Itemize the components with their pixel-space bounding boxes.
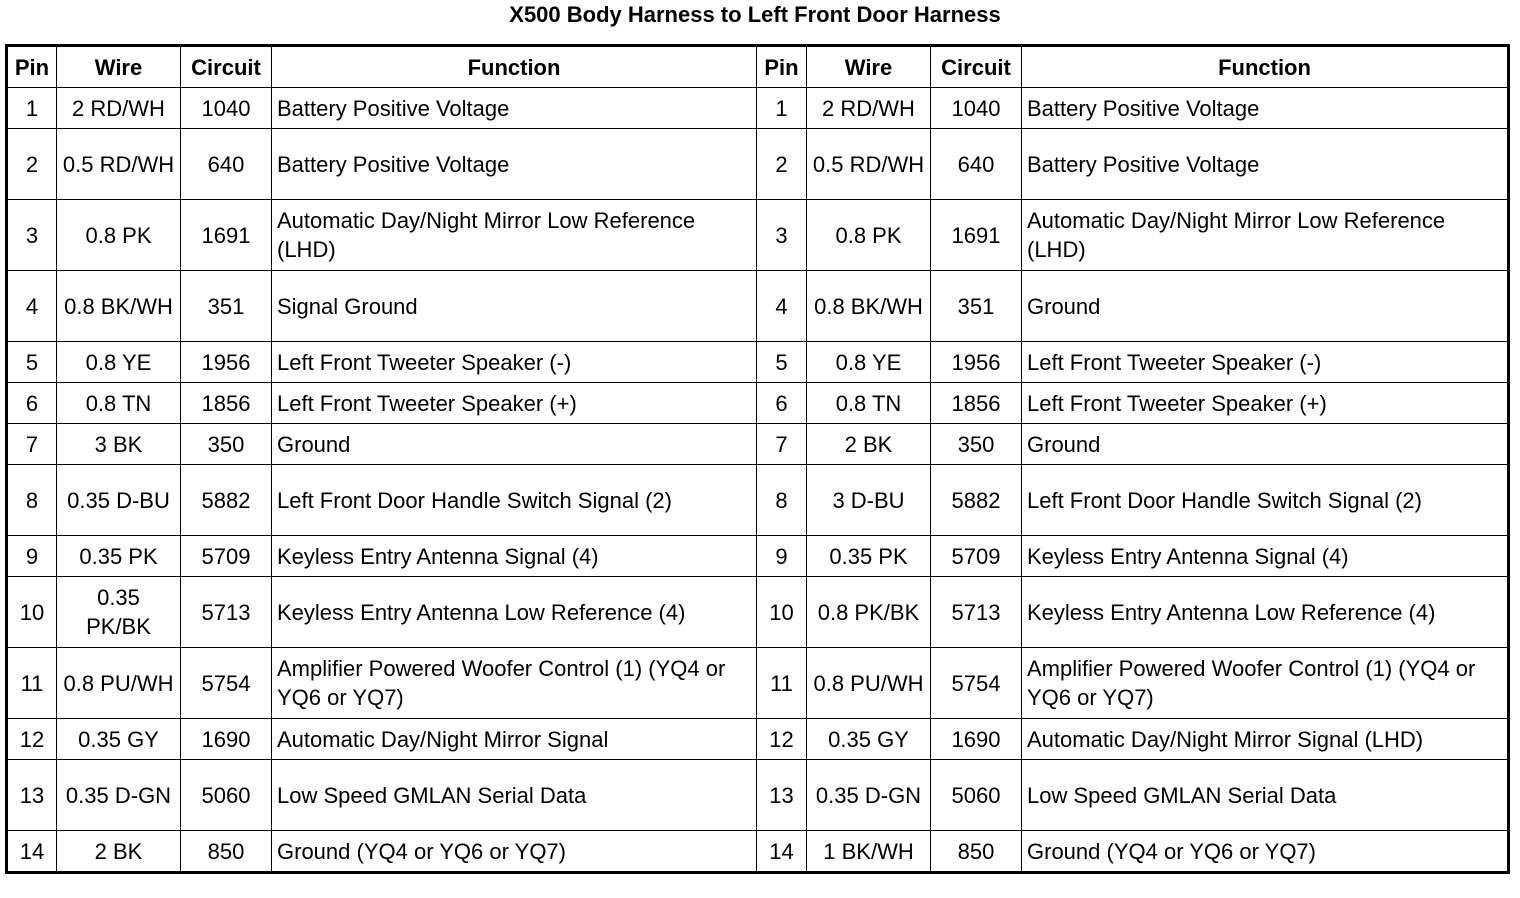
right-pin-cell: 10 xyxy=(757,577,807,648)
right-function-cell: Ground xyxy=(1022,271,1509,342)
header-function-right: Function xyxy=(1022,46,1509,88)
left-wire-cell: 0.35 PK xyxy=(57,536,181,577)
table-row xyxy=(7,760,1509,831)
header-function-left: Function xyxy=(272,46,757,88)
right-pin-cell: 7 xyxy=(757,424,807,465)
right-function-cell: Left Front Tweeter Speaker (+) xyxy=(1022,383,1509,424)
table-title: X500 Body Harness to Left Front Door Harness xyxy=(509,2,1001,27)
table-row xyxy=(7,536,1509,577)
table-row xyxy=(7,383,1509,424)
left-wire-cell: 0.8 PK xyxy=(57,200,181,271)
right-circuit-cell: 1690 xyxy=(931,719,1022,760)
left-function-cell: Ground (YQ4 or YQ6 or YQ7) xyxy=(272,831,757,873)
right-function-cell: Battery Positive Voltage xyxy=(1022,88,1509,129)
right-function-cell: Battery Positive Voltage xyxy=(1022,129,1509,200)
left-function-cell: Keyless Entry Antenna Signal (4) xyxy=(272,536,757,577)
right-wire-cell: 0.35 PK xyxy=(807,536,931,577)
right-pin-cell: 5 xyxy=(757,342,807,383)
left-circuit-cell: 640 xyxy=(181,129,272,200)
left-circuit-cell: 350 xyxy=(181,424,272,465)
left-circuit-cell: 1856 xyxy=(181,383,272,424)
right-wire-cell: 1 BK/WH xyxy=(807,831,931,873)
left-circuit-cell: 1040 xyxy=(181,88,272,129)
left-function-cell: Battery Positive Voltage xyxy=(272,88,757,129)
right-wire-cell: 0.8 BK/WH xyxy=(807,271,931,342)
right-wire-cell: 2 RD/WH xyxy=(807,88,931,129)
right-circuit-cell: 1856 xyxy=(931,383,1022,424)
right-circuit-cell: 5709 xyxy=(931,536,1022,577)
left-circuit-cell: 5754 xyxy=(181,648,272,719)
left-function-cell: Ground xyxy=(272,424,757,465)
table-row xyxy=(7,465,1509,536)
right-function-cell: Left Front Door Handle Switch Signal (2) xyxy=(1022,465,1509,536)
header-circuit-right: Circuit xyxy=(931,46,1022,88)
table-row xyxy=(7,200,1509,271)
left-pin-cell: 13 xyxy=(7,760,57,831)
right-wire-cell: 0.8 PU/WH xyxy=(807,648,931,719)
right-circuit-cell: 640 xyxy=(931,129,1022,200)
right-wire-cell: 3 D-BU xyxy=(807,465,931,536)
left-circuit-cell: 1956 xyxy=(181,342,272,383)
right-pin-cell: 12 xyxy=(757,719,807,760)
table-row xyxy=(7,342,1509,383)
table-row xyxy=(7,719,1509,760)
left-pin-cell: 9 xyxy=(7,536,57,577)
table-row xyxy=(7,831,1509,873)
left-pin-cell: 5 xyxy=(7,342,57,383)
right-function-cell: Left Front Tweeter Speaker (-) xyxy=(1022,342,1509,383)
right-wire-cell: 0.8 TN xyxy=(807,383,931,424)
left-circuit-cell: 5882 xyxy=(181,465,272,536)
left-wire-cell: 3 BK xyxy=(57,424,181,465)
right-function-cell: Ground xyxy=(1022,424,1509,465)
left-pin-cell: 1 xyxy=(7,88,57,129)
right-circuit-cell: 5882 xyxy=(931,465,1022,536)
right-pin-cell: 8 xyxy=(757,465,807,536)
left-function-cell: Left Front Door Handle Switch Signal (2) xyxy=(272,465,757,536)
left-circuit-cell: 5060 xyxy=(181,760,272,831)
left-pin-cell: 11 xyxy=(7,648,57,719)
table-row xyxy=(7,424,1509,465)
right-circuit-cell: 5713 xyxy=(931,577,1022,648)
left-wire-cell: 0.35 D-BU xyxy=(57,465,181,536)
left-pin-cell: 4 xyxy=(7,271,57,342)
right-pin-cell: 1 xyxy=(757,88,807,129)
left-wire-cell: 0.35 D-GN xyxy=(57,760,181,831)
left-function-cell: Low Speed GMLAN Serial Data xyxy=(272,760,757,831)
left-circuit-cell: 850 xyxy=(181,831,272,873)
right-wire-cell: 0.35 D-GN xyxy=(807,760,931,831)
left-function-cell: Amplifier Powered Woofer Control (1) (YQ4 or YQ6 or YQ7) xyxy=(272,648,757,719)
right-wire-cell: 0.35 GY xyxy=(807,719,931,760)
left-circuit-cell: 5709 xyxy=(181,536,272,577)
right-function-cell: Low Speed GMLAN Serial Data xyxy=(1022,760,1509,831)
left-function-cell: Signal Ground xyxy=(272,271,757,342)
right-pin-cell: 13 xyxy=(757,760,807,831)
right-pin-cell: 14 xyxy=(757,831,807,873)
left-pin-cell: 14 xyxy=(7,831,57,873)
right-circuit-cell: 351 xyxy=(931,271,1022,342)
right-pin-cell: 6 xyxy=(757,383,807,424)
left-circuit-cell: 351 xyxy=(181,271,272,342)
left-pin-cell: 10 xyxy=(7,577,57,648)
left-pin-cell: 2 xyxy=(7,129,57,200)
table-row xyxy=(7,129,1509,200)
left-wire-cell: 0.8 TN xyxy=(57,383,181,424)
right-wire-cell: 2 BK xyxy=(807,424,931,465)
left-wire-cell: 0.5 RD/WH xyxy=(57,129,181,200)
table-row xyxy=(7,88,1509,129)
left-wire-cell: 2 BK xyxy=(57,831,181,873)
right-wire-cell: 0.5 RD/WH xyxy=(807,129,931,200)
left-wire-cell: 0.8 PU/WH xyxy=(57,648,181,719)
header-pin-left: Pin xyxy=(7,46,57,88)
right-pin-cell: 2 xyxy=(757,129,807,200)
left-function-cell: Automatic Day/Night Mirror Signal xyxy=(272,719,757,760)
right-function-cell: Keyless Entry Antenna Signal (4) xyxy=(1022,536,1509,577)
right-circuit-cell: 1040 xyxy=(931,88,1022,129)
left-wire-cell: 0.8 BK/WH xyxy=(57,271,181,342)
left-pin-cell: 7 xyxy=(7,424,57,465)
right-pin-cell: 4 xyxy=(757,271,807,342)
right-function-cell: Automatic Day/Night Mirror Signal (LHD) xyxy=(1022,719,1509,760)
right-function-cell: Automatic Day/Night Mirror Low Reference (LHD) xyxy=(1022,200,1509,271)
right-circuit-cell: 1691 xyxy=(931,200,1022,271)
left-function-cell: Battery Positive Voltage xyxy=(272,129,757,200)
left-wire-cell: 0.35 PK/BK xyxy=(57,577,181,648)
right-circuit-cell: 350 xyxy=(931,424,1022,465)
right-wire-cell: 0.8 PK xyxy=(807,200,931,271)
harness-pinout-table xyxy=(5,44,1510,874)
left-circuit-cell: 5713 xyxy=(181,577,272,648)
left-pin-cell: 6 xyxy=(7,383,57,424)
table-row xyxy=(7,648,1509,719)
right-pin-cell: 11 xyxy=(757,648,807,719)
right-pin-cell: 9 xyxy=(757,536,807,577)
left-function-cell: Automatic Day/Night Mirror Low Reference (LHD) xyxy=(272,200,757,271)
header-pin-right: Pin xyxy=(757,46,807,88)
right-pin-cell: 3 xyxy=(757,200,807,271)
right-circuit-cell: 5060 xyxy=(931,760,1022,831)
right-circuit-cell: 5754 xyxy=(931,648,1022,719)
left-pin-cell: 8 xyxy=(7,465,57,536)
header-row xyxy=(7,46,1509,88)
left-function-cell: Keyless Entry Antenna Low Reference (4) xyxy=(272,577,757,648)
left-pin-cell: 12 xyxy=(7,719,57,760)
right-circuit-cell: 850 xyxy=(931,831,1022,873)
right-circuit-cell: 1956 xyxy=(931,342,1022,383)
left-function-cell: Left Front Tweeter Speaker (+) xyxy=(272,383,757,424)
right-function-cell: Amplifier Powered Woofer Control (1) (YQ4 or YQ6 or YQ7) xyxy=(1022,648,1509,719)
header-circuit-left: Circuit xyxy=(181,46,272,88)
right-function-cell: Ground (YQ4 or YQ6 or YQ7) xyxy=(1022,831,1509,873)
header-wire-right: Wire xyxy=(807,46,931,88)
header-wire-left: Wire xyxy=(57,46,181,88)
table-row xyxy=(7,577,1509,648)
table-row xyxy=(7,271,1509,342)
left-wire-cell: 2 RD/WH xyxy=(57,88,181,129)
right-function-cell: Keyless Entry Antenna Low Reference (4) xyxy=(1022,577,1509,648)
right-wire-cell: 0.8 YE xyxy=(807,342,931,383)
right-wire-cell: 0.8 PK/BK xyxy=(807,577,931,648)
left-circuit-cell: 1691 xyxy=(181,200,272,271)
left-function-cell: Left Front Tweeter Speaker (-) xyxy=(272,342,757,383)
left-wire-cell: 0.35 GY xyxy=(57,719,181,760)
left-wire-cell: 0.8 YE xyxy=(57,342,181,383)
left-circuit-cell: 1690 xyxy=(181,719,272,760)
left-pin-cell: 3 xyxy=(7,200,57,271)
